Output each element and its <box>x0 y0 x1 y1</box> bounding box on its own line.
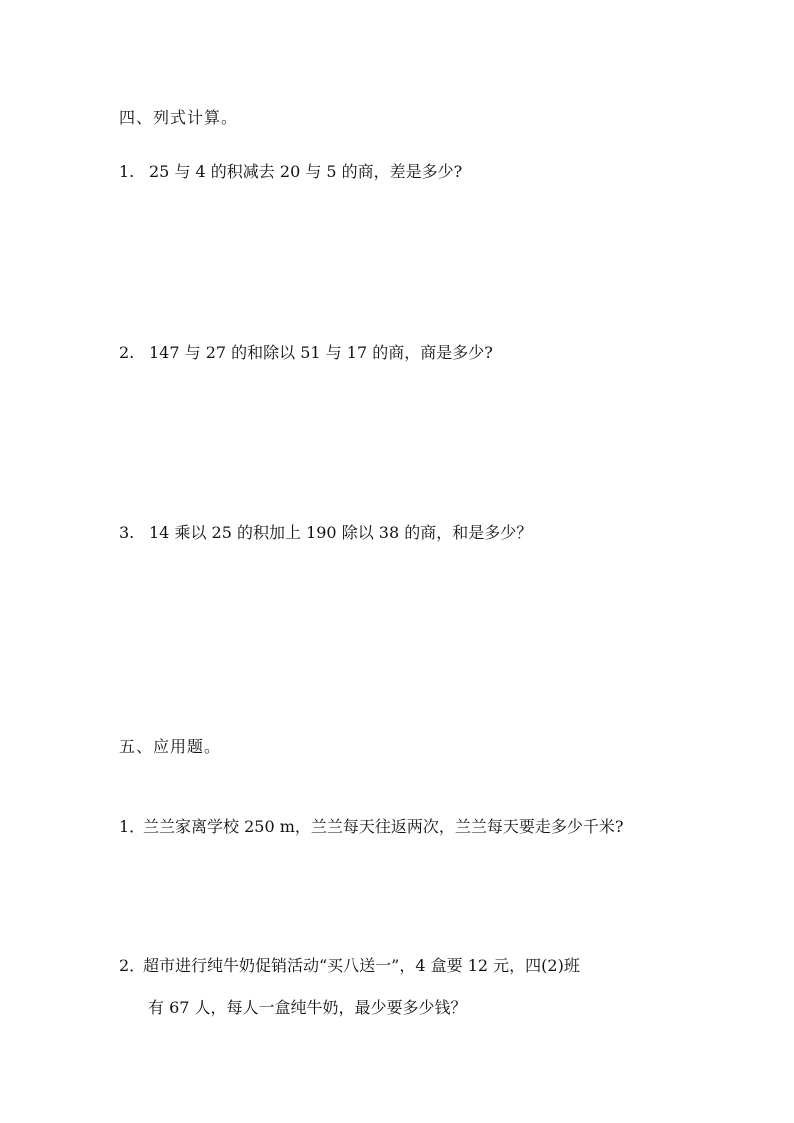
section-5-question-2 <box>119 956 580 976</box>
question-number: 2. <box>119 343 135 362</box>
section-5-question-2-continuation: 有 67 人，每人一盒纯牛奶，最少要多少钱？ <box>148 998 467 1017</box>
section-4-question-2 <box>119 343 493 363</box>
section-5-heading: 五、应用题。 <box>119 737 222 756</box>
question-text: 兰兰家离学校 250 m，兰兰每天往返两次，兰兰每天要走多少千米? <box>143 817 624 836</box>
question-number: 1． <box>119 817 146 836</box>
question-text: 25 与 4 的积减去 20 与 5 的商，差是多少? <box>149 162 463 181</box>
question-number: 3. <box>119 523 135 542</box>
section-4-question-1 <box>119 162 462 182</box>
question-text: 147 与 27 的和除以 51 与 17 的商，商是多少? <box>149 343 493 362</box>
question-number: 1. <box>119 162 135 181</box>
section-4-question-3 <box>119 523 532 543</box>
question-text: 超市进行纯牛奶促销活动“买八送一”，4 盒要 12 元，四(2)班 <box>143 956 580 975</box>
question-text: 14 乘以 25 的积加上 190 除以 38 的商，和是多少？ <box>149 523 533 542</box>
question-number: 2． <box>119 956 146 975</box>
section-5-question-1 <box>119 817 623 837</box>
section-4-heading: 四、列式计算。 <box>119 108 239 127</box>
